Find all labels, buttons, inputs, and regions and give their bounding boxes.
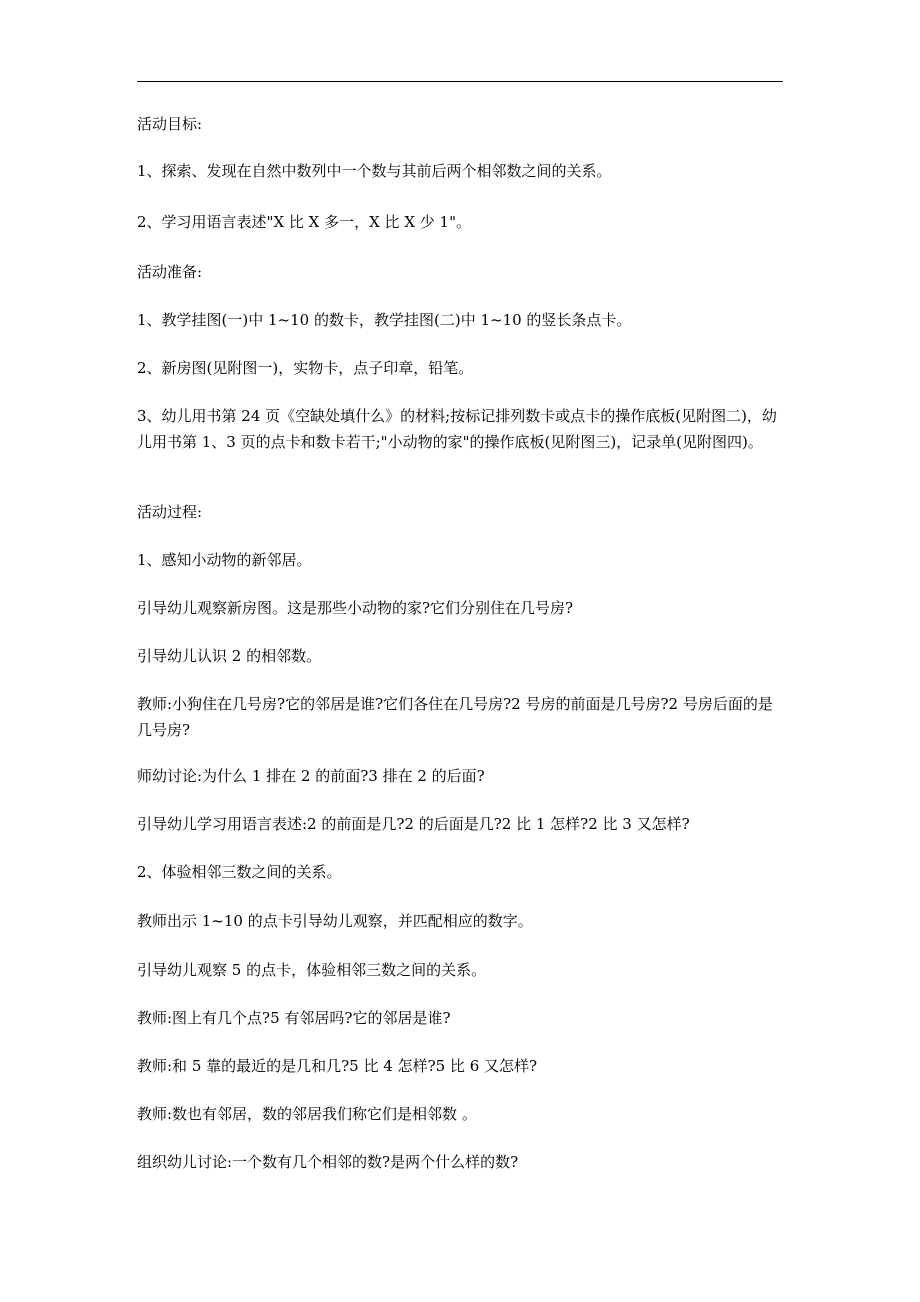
paragraph: 2、新房图(见附图一)，实物卡，点子印章，铅笔。 bbox=[137, 359, 474, 377]
paragraph: 2、学习用语言表述"X 比 X 多一，X 比 X 少 1"。 bbox=[137, 213, 471, 231]
paragraph: 1、探索、发现在自然中数列中一个数与其前后两个相邻数之间的关系。 bbox=[137, 162, 612, 180]
paragraph: 3、幼儿用书第 24 页《空缺处填什么》的材料;按标记排列数卡或点卡的操作底板(见附图二)，幼儿用书第 1、3 页的点卡和数卡若干;"小动物的家"的操作底板(见附图三)，记录单(见附图四)。 bbox=[137, 407, 777, 451]
heading-activity-goals: 活动目标: bbox=[137, 115, 203, 133]
paragraph: 师幼讨论:为什么 1 排在 2 的前面?3 排在 2 的后面? bbox=[137, 767, 485, 785]
paragraph: 引导幼儿学习用语言表述:2 的前面是几?2 的后面是几?2 比 1 怎样?2 比 3 又怎样? bbox=[137, 815, 690, 833]
heading-activity-process: 活动过程: bbox=[137, 503, 203, 521]
heading-activity-preparation: 活动准备: bbox=[137, 263, 203, 281]
paragraph: 教师:图上有几个点?5 有邻居吗?它的邻居是谁? bbox=[137, 1009, 451, 1027]
paragraph: 引导幼儿认识 2 的相邻数。 bbox=[137, 647, 322, 665]
paragraph: 教师出示 1~10 的点卡引导幼儿观察，并匹配相应的数字。 bbox=[137, 912, 533, 930]
paragraph: 1、感知小动物的新邻居。 bbox=[137, 551, 312, 569]
paragraph: 引导幼儿观察 5 的点卡，体验相邻三数之间的关系。 bbox=[137, 961, 487, 979]
paragraph: 组织幼儿讨论:一个数有几个相邻的数?是两个什么样的数? bbox=[137, 1153, 519, 1171]
header-rule bbox=[137, 81, 783, 82]
paragraph: 2、体验相邻三数之间的关系。 bbox=[137, 863, 342, 881]
paragraph: 引导幼儿观察新房图。这是那些小动物的家?它们分别住在几号房? bbox=[137, 599, 574, 617]
paragraph: 教师:数也有邻居，数的邻居我们称它们是相邻数 。 bbox=[137, 1105, 477, 1123]
paragraph: 教师:和 5 靠的最近的是几和几?5 比 4 怎样?5 比 6 又怎样? bbox=[137, 1057, 538, 1075]
paragraph: 教师:小狗住在几号房?它的邻居是谁?它们各住在几号房?2 号房的前面是几号房?2 号房后面的是几号房? bbox=[137, 695, 773, 739]
paragraph: 1、教学挂图(一)中 1~10 的数卡，教学挂图(二)中 1~10 的竖长条点卡。 bbox=[137, 311, 632, 329]
